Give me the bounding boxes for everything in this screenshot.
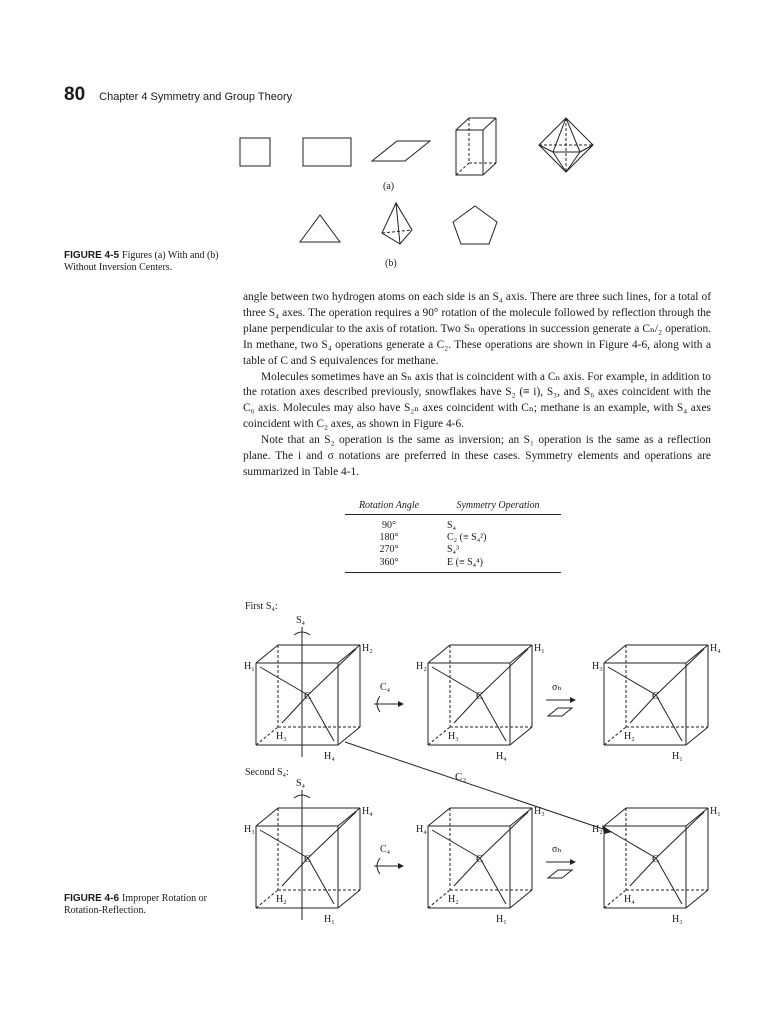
bond-line [480,649,528,695]
paragraph: Note that an S₂ operation is the same as inversion; an S₁ operation is the same as a reflection plane. The i and σ notations are preferred in these cases. Symmetry elements and operations are summarized in Table 4-1. [243,434,711,478]
column-header: Rotation Angle [358,500,420,511]
carbon-label: C [652,690,660,702]
cube-edge [604,808,626,826]
column-header: Symmetry Operation [456,500,540,511]
hydrogen-label: H₁ [710,806,721,817]
arrow-head [398,701,404,707]
sigma-operation-label: σₕ [552,844,562,855]
chapter-title: Chapter 4 Symmetry and Group Theory [99,91,293,103]
hydrogen-label: H₃ [672,914,683,925]
cube-edge [338,727,360,745]
figure-4-6-caption-text: Improper Rotation or Rotation-Reflection. [64,893,207,916]
cube-edge [428,727,450,745]
cube-edge [604,727,626,745]
paragraph: Molecules sometimes have an Sₙ axis that is coincident with a Cₙ axis. For example, in addition to the rotation axes described previously, snowflakes have S₂ (≡ i), S₃, and S₆ axes coincident with the C₆ axis. Molecules may also have S₂ₙ axes coincident with Cₙ; methane is an example, with S₄ axes coincident with C₂ axes, as shown in Figure 4-6. [243,370,711,431]
hydrogen-label: H₃ [244,824,255,835]
figure-4-5-label: FIGURE 4-5 [64,250,120,261]
cube-edge [604,890,626,908]
cube-edge [428,808,450,826]
bond-line [260,830,308,858]
mirror-plane-icon [548,870,572,878]
hydrogen-label: H₂ [416,661,427,672]
hydrogen-label: H₃ [448,731,459,742]
cube-edge [686,645,708,663]
hydrogen-label: H₄ [496,751,507,762]
table-cell: 180° [379,532,399,544]
cube-edge [428,645,450,663]
table-cell: 90° [382,520,396,531]
figure-4-5-caption-text: Figures (a) With and (b) Without Inversion Centers. [64,250,219,273]
hydrogen-label: H₁ [324,914,335,925]
bond-line [608,667,656,695]
bond-line [480,695,506,741]
hydrogen-label: H₂ [448,894,459,905]
cube-edge [256,808,278,826]
hydrogen-label: H₄ [324,751,335,762]
hydrogen-label: H₂ [624,731,635,742]
hydrogen-label: H₁ [534,643,545,654]
hydrogen-label: H₃ [592,661,603,672]
bond-line [260,667,308,695]
hydrogen-label: H₃ [276,731,287,742]
first-s4-label: First S₄: [245,601,278,612]
bond-line [308,858,334,904]
bond-line [656,858,682,904]
cube-edge [510,808,532,826]
page-number: 80 [64,84,86,105]
carbon-label: C [476,690,484,702]
hydrogen-label: H₂ [362,643,373,654]
hydrogen-label: H₁ [244,661,255,672]
cube-edge [510,727,532,745]
hydrogen-label: H₂ [592,824,603,835]
carbon-label: C [476,853,484,865]
cube-edge [686,808,708,826]
bond-line [656,812,704,858]
bond-line [432,667,480,695]
s4-axis-label: S₄ [296,778,306,789]
bond-line [308,649,356,695]
figure-4-6-caption [64,893,239,917]
table-cell: 360° [379,556,399,568]
cube-edge [510,645,532,663]
cube-edge [686,890,708,908]
bond-line [656,649,704,695]
mirror-plane-icon [548,708,572,716]
cube-edge [338,645,360,663]
hydrogen-label: H₁ [496,914,507,925]
table-cell: C₂ (≡ S₄²) [447,532,487,544]
bond-line [656,695,682,741]
cube-edge [604,645,626,663]
bond-line [480,858,506,904]
cube-edge [256,890,278,908]
bond-line [608,830,656,858]
bond-line [480,812,528,858]
bond-line [308,812,356,858]
carbon-label: C [652,853,660,865]
cube-edge [338,808,360,826]
c2-arrow-line [345,742,612,832]
sigma-operation-label: σₕ [552,682,562,693]
hydrogen-label: H₃ [534,806,545,817]
bond-line [308,695,334,741]
c4-operation-label: C₄ [380,682,391,693]
s4-axis-label: S₄ [296,615,306,626]
figure-4-5-part-a: (a) [383,181,395,192]
cube-edge [338,890,360,908]
hydrogen-label: H₄ [710,643,721,654]
cube-edge [256,645,278,663]
table-cell: S₄³ [447,544,460,556]
second-s4-label: Second S₄: [245,767,289,778]
arrow-head [570,859,576,865]
paragraph: angle between two hydrogen atoms on each side is an S₄ axis. There are three such lines, for a total of three S₄ axes. The operation requires a 90° rotation of the molecule followed by reflection through the plane perpendicular to the axis of rotation. Two Sₙ operations in succession generate a Cₙ/₂ operation. In methane, two S₄ operations generate a C₂. These operations are shown in Figure 4-6, along with a table of C and S equivalences for methane. [243,291,711,367]
cube-edge [510,890,532,908]
cube-edge [256,727,278,745]
carbon-label: C [304,690,312,702]
c2-label: C₂ [455,771,467,783]
table-cell: 270° [379,544,399,556]
arrow-head [570,697,576,703]
hydrogen-label: H₄ [362,806,373,817]
arrow-head [398,863,404,869]
figure-4-5-part-b: (b) [385,258,397,269]
table-cell: E (≡ S₄⁴) [447,556,483,568]
carbon-label: C [304,853,312,865]
c4-operation-label: C₄ [380,844,391,855]
cube-edge [428,890,450,908]
bond-line [432,830,480,858]
hydrogen-label: H₄ [624,894,635,905]
figure-4-6-label: FIGURE 4-6 [64,893,120,904]
table-cell: S₄ [447,520,457,531]
cube-edge [686,727,708,745]
hydrogen-label: H₁ [672,751,683,762]
hydrogen-label: H₂ [276,894,287,905]
hydrogen-label: H₄ [416,824,427,835]
